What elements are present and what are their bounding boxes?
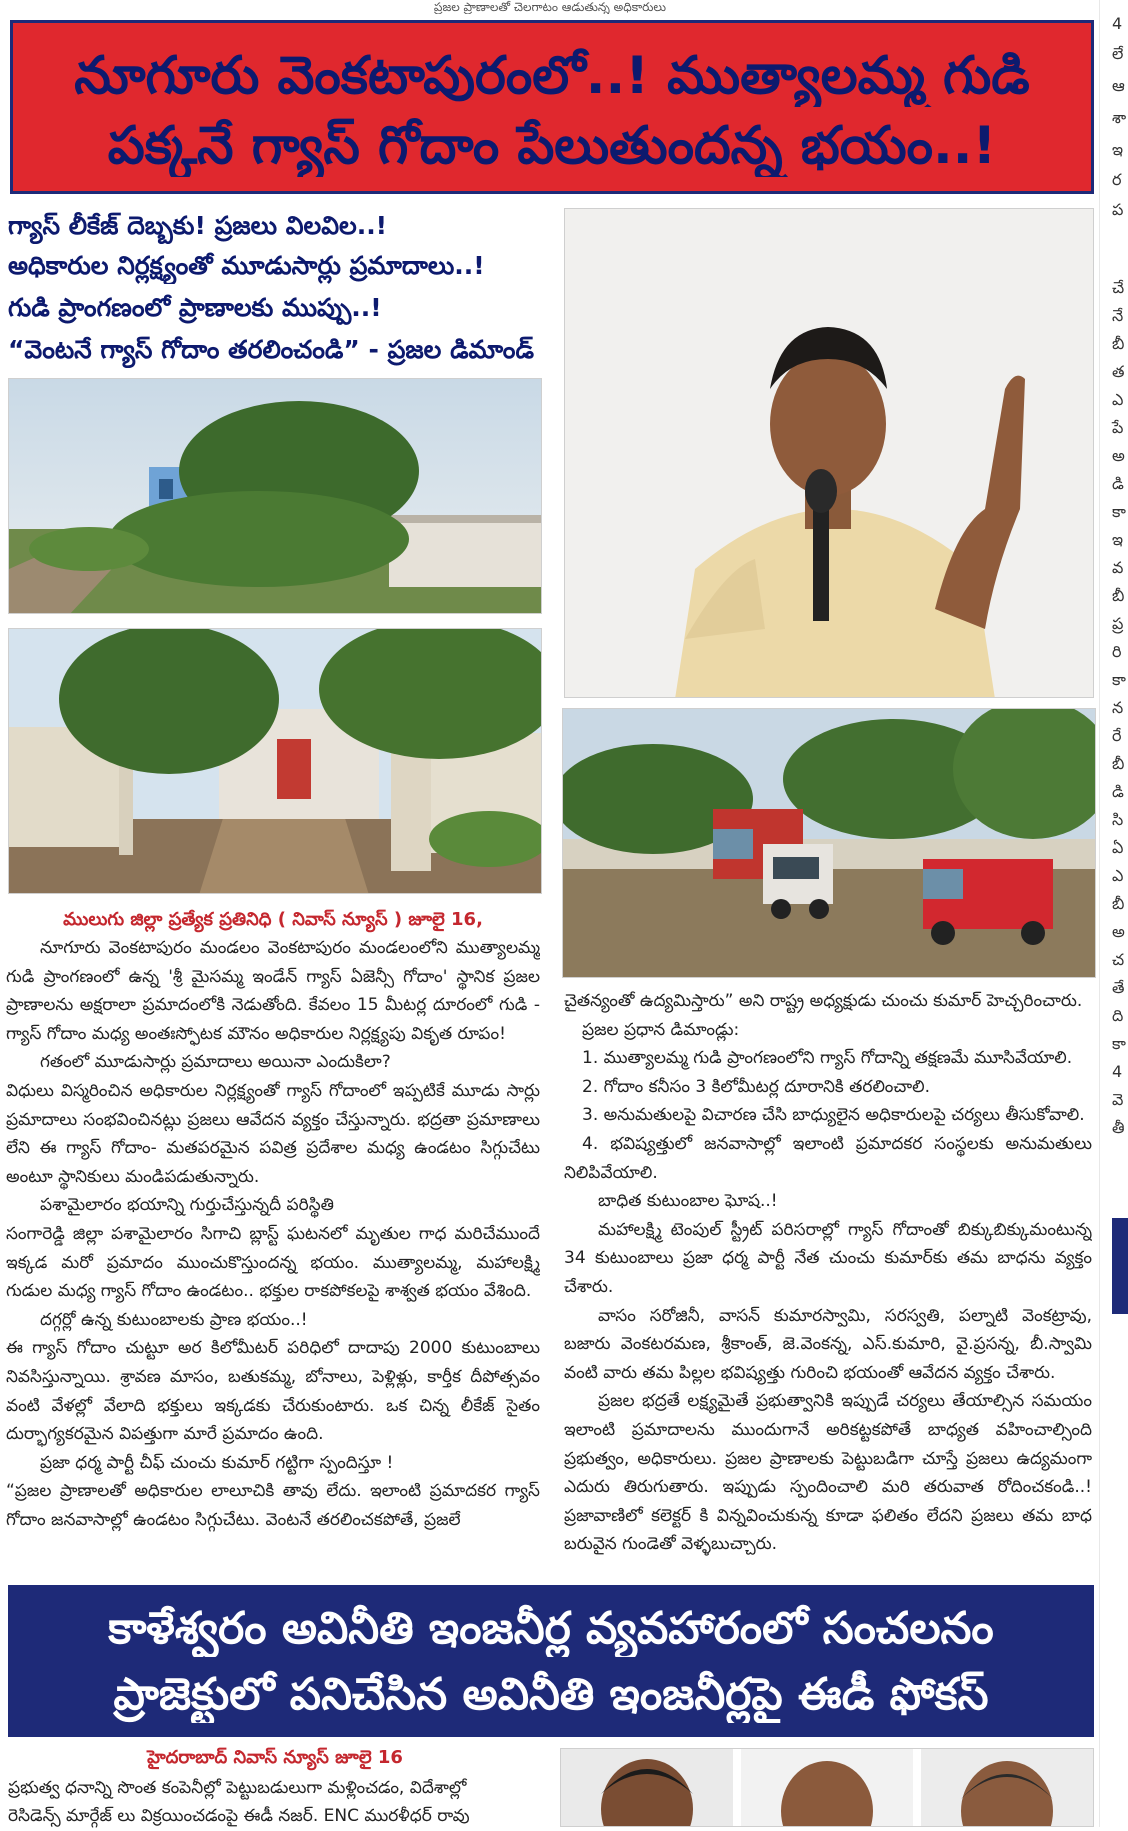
engineers-photo-art [561, 1749, 1094, 1827]
bottom-headline-banner [8, 1585, 1094, 1737]
edge-fragment: ఎ [1112, 866, 1124, 885]
second-article-dateline: హైదరాబాద్ నివాస్ న్యూస్ జూలై 16 [147, 1747, 403, 1768]
headline-line-2: పక్కనే గ్యాస్ గోదాం పేలుతుందన్న భయం..! [107, 116, 997, 176]
subhead-2: అధికారుల నిర్లక్ష్యంతో మూడుసార్లు ప్రమాదాలు..! [8, 251, 485, 280]
headline-line-1: నూగూరు వెంకటాపురంలో..! ముత్యాలమ్మ గుడి [74, 46, 1030, 106]
gate-photo [8, 628, 542, 894]
article-left-para-9: “ప్రజల ప్రాణాలతో అధికారుల లాలూచికి తావు లేదు. ఇలాంటి ప్రమాదకర గ్యాస్ గోదాం జనవాసాల్లో ఉండటం సిగ్గుచేటు. వెంటనే తరలించకపోతే, ప్రజలే [6, 1481, 540, 1530]
column-rule [1099, 0, 1100, 1827]
edge-fragment: వె [1112, 1090, 1124, 1109]
edge-fragment: వ [1112, 558, 1124, 577]
edge-fragment: తే [1112, 978, 1125, 997]
article-left-para-3: విధులు విస్మరించిన అధికారుల నిర్లక్ష్యంతో గ్యాస్ గోదాంలో ఇప్పటికే మూడు సార్లు ప్రమాదాలు సంభవించినట్లు ప్రజలు ఆవేదన వ్యక్తం చేస్తున్నారు. భద్రతా ప్రమాణాలు లేని ఈ గ్యాస్ గోదాం- మతపరమైన పవిత్ర ప్రదేశాల మధ్య ఉండటం సిగ్గుచేటు అంటూ స్థానికులు మండిపడుతున్నారు. [6, 1080, 540, 1187]
article-left-para-1: నూగూరు వెంకటాపురం మండలం వెంకటాపురం మండలంలోని ముత్యాలమ్మ గుడి ప్రాంగణంలో ఉన్న 'శ్రీ మైసమ్మ ఇండేన్ గ్యాస్ ఏజెన్సీ గోదాం' స్థానిక ప్రజల ప్రాణాలను అక్షరాలా ప్రమాదంలోకి నెడుతోంది. కేవలం 15 మీటర్ల దూరంలో గుడి - గ్యాస్ గోదాం మధ్య అంతఃస్ఫోటక మౌనం అధికారుల నిర్లక్ష్యపు వికృత రూపం! [6, 938, 540, 1044]
second-article-line-1: ప్రభుత్వ ధనాన్ని సొంత కంపెనీల్లో పెట్టుబడులుగా మళ్లించడం, విదేశాల్లో [8, 1778, 467, 1798]
edge-fragment: ఎ [1112, 390, 1124, 409]
edge-fragment: డి [1112, 782, 1124, 801]
top-strip-text: ప్రజల ప్రాణాలతో చెలగాటం ఆడుతున్న అధికారులు [433, 0, 667, 14]
article-right-demand-4: 4. భవిష్యత్తులో జనవాసాల్లో ఇలాంటి ప్రమాదకర సంస్థలకు అనుమతులు నిలిపివేయాలి. [564, 1133, 1092, 1183]
article-right-demand-2: 2. గోదాం కనీసం 3 కిలోమీటర్ల దూరానికి తరలించాలి. [582, 1076, 931, 1097]
trucks-photo-art [563, 709, 1096, 978]
edge-fragment: కా [1112, 670, 1126, 689]
edge-fragment: డి [1112, 474, 1124, 493]
edge-fragment: బీ [1112, 754, 1125, 773]
edge-fragment: ప్ర [1112, 614, 1124, 633]
edge-fragment: సి [1112, 810, 1124, 829]
speaker-photo-art [565, 209, 1094, 698]
edge-fragment: చ [1112, 950, 1125, 969]
subhead-3: గుడి ప్రాంగణంలో ప్రాణాలకు ముప్పు..! [8, 293, 382, 322]
edge-fragment: ఏ [1112, 838, 1124, 857]
edge-fragment: నే [1112, 306, 1124, 325]
edge-fragment: అ [1112, 922, 1125, 941]
road-photo-art [9, 379, 542, 614]
article-right [564, 987, 1092, 1577]
edge-fragment: రే [1112, 726, 1122, 745]
subhead-4: “వెంటనే గ్యాస్ గోదాం తరలించండి” - ప్రజల డిమాండ్ [8, 335, 534, 364]
edge-fragment: అ [1112, 446, 1125, 465]
article-right-para-2: ప్రజల ప్రధాన డిమాండ్లు: [582, 1019, 740, 1040]
article-left-para-8: ప్రజా ధర్మ పార్టీ చీఫ్ చుంచు కుమార్ గట్టిగా స్పందిస్తూ ! [40, 1452, 394, 1473]
article-right-para-6: ప్రజల భద్రతే లక్ష్యమైతే ప్రభుత్వానికి ఇప్పుడే చర్యలు తేయాల్సిన సమయం ఇలాంటి ప్రమాదాలను ముందుగానే అరికట్టకపోతే బాధ్యత వహించాల్సింది ప్రభుత్వం, అధికారులు. ప్రజల ప్రాణాలకు పెట్టుబడిగా చూస్తే ప్రజలు ఉద్యమంగా ఎదురు తిరుగుతారు. ఇప్పుడు స్పందించాలి మరి తరువాత రోదించకండి..! ప్రజావాణిలో కలెక్టర్ కి విన్నవించుకున్న కూడా ఫలితం లేదని ప్రజలు తమ బాధ బరువైన గుండెతో వెళ్ళబుచ్చారు. [564, 1391, 1092, 1555]
article-right-para-1: చైతన్యంతో ఉద్యమిస్తారు” అని రాష్ట్ర అధ్యక్షుడు చుంచు కుమార్ హెచ్చరించారు. [564, 991, 1083, 1011]
edge-fragment: కా [1112, 1034, 1126, 1053]
edge-fragment: త [1112, 362, 1125, 381]
main-headline [10, 20, 1094, 194]
edge-fragment: 4 [1112, 1062, 1123, 1081]
adjacent-column-tab [1112, 1218, 1128, 1314]
article-left-para-6: దగ్గర్లో ఉన్న కుటుంబాలకు ప్రాణ భయం..! [40, 1309, 308, 1330]
subhead-1: గ్యాస్ లీకేజ్ దెబ్బకు! ప్రజలు విలవిల..! [8, 211, 388, 240]
edge-fragment: శా [1112, 108, 1127, 127]
article-left-para-2: గతంలో మూడుసార్లు ప్రమాదాలు అయినా ఎందుకిలా? [40, 1052, 391, 1073]
article-right-para-3: బాధిత కుటుంబాల ఘోష..! [598, 1191, 778, 1212]
article-right-demand-3: 3. అనుమతులపై విచారణ చేసి బాధ్యులైన అధికారులపై చర్యలు తీసుకోవాలి. [582, 1105, 1085, 1126]
edge-fragment: ప [1112, 200, 1124, 219]
article-left [6, 906, 540, 1566]
edge-fragment: బీ [1112, 894, 1125, 913]
article-left-dateline: ములుగు జిల్లా ప్రత్యేక ప్రతినిధి ( నివాస్ న్యూస్ ) జూలై 16, [63, 909, 483, 930]
bottom-headline-line-2: ప్రాజెక్టులో పనిచేసిన అవినీతి ఇంజనీర్లపై ఈడీ ఫోకస్ [113, 1669, 989, 1720]
gate-photo-art [9, 629, 542, 894]
article-left-para-4: పశామైలారం భయాన్ని గుర్తుచేస్తున్నదీ పరిస్థితి [40, 1195, 334, 1216]
edge-fragment: పే [1112, 418, 1124, 437]
road-photo [8, 378, 542, 614]
edge-fragment: చే [1112, 278, 1125, 297]
article-right-para-4: మహాలక్ష్మి టెంపుల్ స్ట్రీట్ పరిసరాల్లో గ్యాస్ గోదాంతో బిక్కుబిక్కుమంటున్న 34 కుటుంబాలు ప్రజా ధర్మ పార్టీ నేత చుంచు కుమార్‌కు తమ బాధను వ్యక్తం చేశారు. [564, 1219, 1092, 1297]
article-left-para-5: సంగారెడ్డి జిల్లా పశామైలారం సిగాచి బ్లాస్ట్ ఘటనలో మృతుల గాధ మరిచేముందే ఇక్కడ మరో ప్రమాదం ముంచుకొస్తుందన్న భయం. ముత్యాలమ్మ, మహాలక్ష్మి గుడుల మధ్య గ్యాస్ గోదాం ఉండటం.. భక్తుల రాకపోకలపై శాశ్వత భయం వేశింది. [6, 1223, 540, 1302]
trucks-photo [562, 708, 1096, 978]
edge-fragment: బీ [1112, 586, 1125, 605]
edge-fragment: బీ [1112, 334, 1125, 353]
second-article-line-2: రెసిడెన్స్ మార్గేజ్ లు విక్రయించడంపై ఈడీ నజర్. ENC మురళీధర్ రావు [8, 1806, 470, 1826]
edge-fragment: రి [1112, 642, 1122, 661]
edge-fragment: ఇ [1112, 140, 1124, 159]
article-right-demand-1: 1. ముత్యాలమ్మ గుడి ప్రాంగణంలోని గ్యాస్ గోదాన్ని తక్షణమే మూసివేయాలి. [582, 1048, 1073, 1069]
edge-fragment: లే [1112, 44, 1124, 63]
article-left-para-7: ఈ గ్యాస్ గోదాం చుట్టూ అర కిలోమీటర్ పరిధిలో దాదాపు 2000 కుటుంబాలు నివసిస్తున్నాయి. శ్రావణ మాసం, బతుకమ్మ, బోనాలు, పెళ్లిళ్లు, కార్తీక దీపోత్సవం వంటి వేళల్లో వేలాది భక్తులు ఇక్కడకు చేరుకుంటారు. ఒక చిన్న లీకేజ్ సైతం దుర్భాగ్యకరమైన విపత్తుగా మారే ప్రమాదం ఉంది. [6, 1338, 540, 1445]
edge-fragment: ది [1112, 1006, 1124, 1025]
edge-fragment: ఆ [1112, 76, 1125, 95]
edge-fragment: న [1112, 698, 1124, 717]
adjacent-column-edge [1104, 0, 1128, 1827]
engineers-photo [560, 1748, 1094, 1827]
article-right-para-5: వాసం సరోజినీ, వాసన్ కుమారస్వామి, సరస్వతి, పల్నాటి వెంకట్రావు, బజారు వెంకటరమణ, శ్రీకాంత్, జె.వెంకన్న, ఎస్.కుమారి, వై.ప్రసన్న, బీ.స్వామి వంటి వారు తమ పిల్లల భవిష్యత్తు గురించి భయంతో ఆవేదన వ్యక్తం చేశారు. [564, 1305, 1092, 1383]
bottom-headline-line-1: కాళేశ్వరం అవినీతి ఇంజనీర్ల వ్యవహారంలో సంచలనం [108, 1603, 994, 1654]
edge-fragment: కా [1112, 502, 1126, 521]
edge-fragment: ర [1112, 170, 1122, 189]
edge-fragment: ఇ [1112, 530, 1124, 549]
speaker-photo [564, 208, 1094, 698]
edge-fragment: తీ [1112, 1118, 1125, 1137]
edge-fragment: 4 [1112, 14, 1123, 33]
